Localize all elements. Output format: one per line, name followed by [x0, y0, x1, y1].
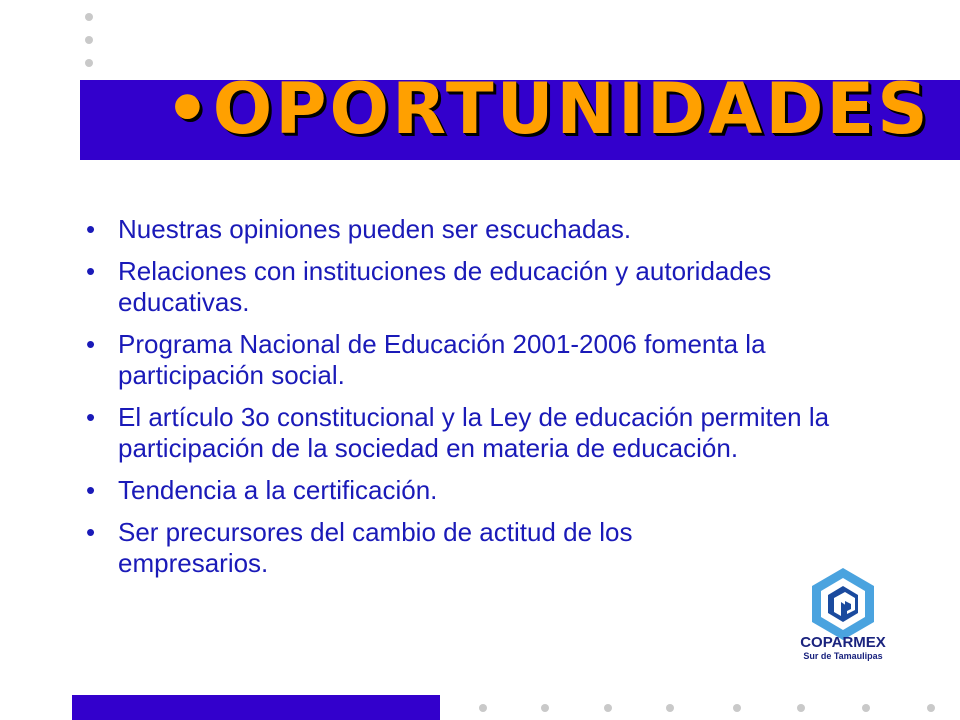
bullet-text: Ser precursores del cambio de actitud de los empresarios. [118, 517, 633, 578]
bullet-mark: • [86, 402, 96, 432]
bullet-mark: • [86, 214, 96, 244]
bullet-item [80, 517, 778, 579]
logo-name: COPARMEX [800, 634, 886, 651]
decorative-dot [85, 36, 93, 44]
decorative-dot [797, 704, 805, 712]
decorative-dot [927, 704, 935, 712]
bullet-item [80, 329, 880, 391]
bullet-mark: • [86, 517, 96, 547]
bullet-list [80, 214, 880, 590]
slide-title-text: OPORTUNIDADES [212, 68, 931, 150]
title-bullet: • [165, 68, 213, 150]
bullet-mark: • [86, 329, 96, 359]
logo-subtitle: Sur de Tamaulipas [803, 651, 883, 661]
slide-title [165, 68, 931, 150]
bullet-mark: • [86, 475, 96, 505]
bullet-item [80, 475, 880, 506]
decorative-dot [666, 704, 674, 712]
decorative-dot [604, 704, 612, 712]
bullet-item [80, 402, 880, 464]
footer-bar [72, 695, 440, 720]
decorative-dot [733, 704, 741, 712]
decorative-dot [479, 704, 487, 712]
bullet-mark: • [86, 256, 96, 286]
decorative-dot [862, 704, 870, 712]
bullet-item [80, 256, 880, 318]
bullet-text: Programa Nacional de Educación 2001-2006 fomenta la participación social. [118, 329, 766, 390]
bullet-text: Tendencia a la certificación. [118, 475, 438, 505]
bullet-text: Relaciones con instituciones de educación y autoridades educativas. [118, 256, 772, 317]
bullet-text: El artículo 3o constitucional y la Ley de educación permiten la participación de la sociedad en materia de educación. [118, 402, 830, 463]
bullet-text: Nuestras opiniones pueden ser escuchadas. [118, 214, 632, 244]
decorative-dot [85, 59, 93, 67]
bullet-item [80, 214, 880, 245]
decorative-dot [541, 704, 549, 712]
decorative-dot [85, 13, 93, 21]
